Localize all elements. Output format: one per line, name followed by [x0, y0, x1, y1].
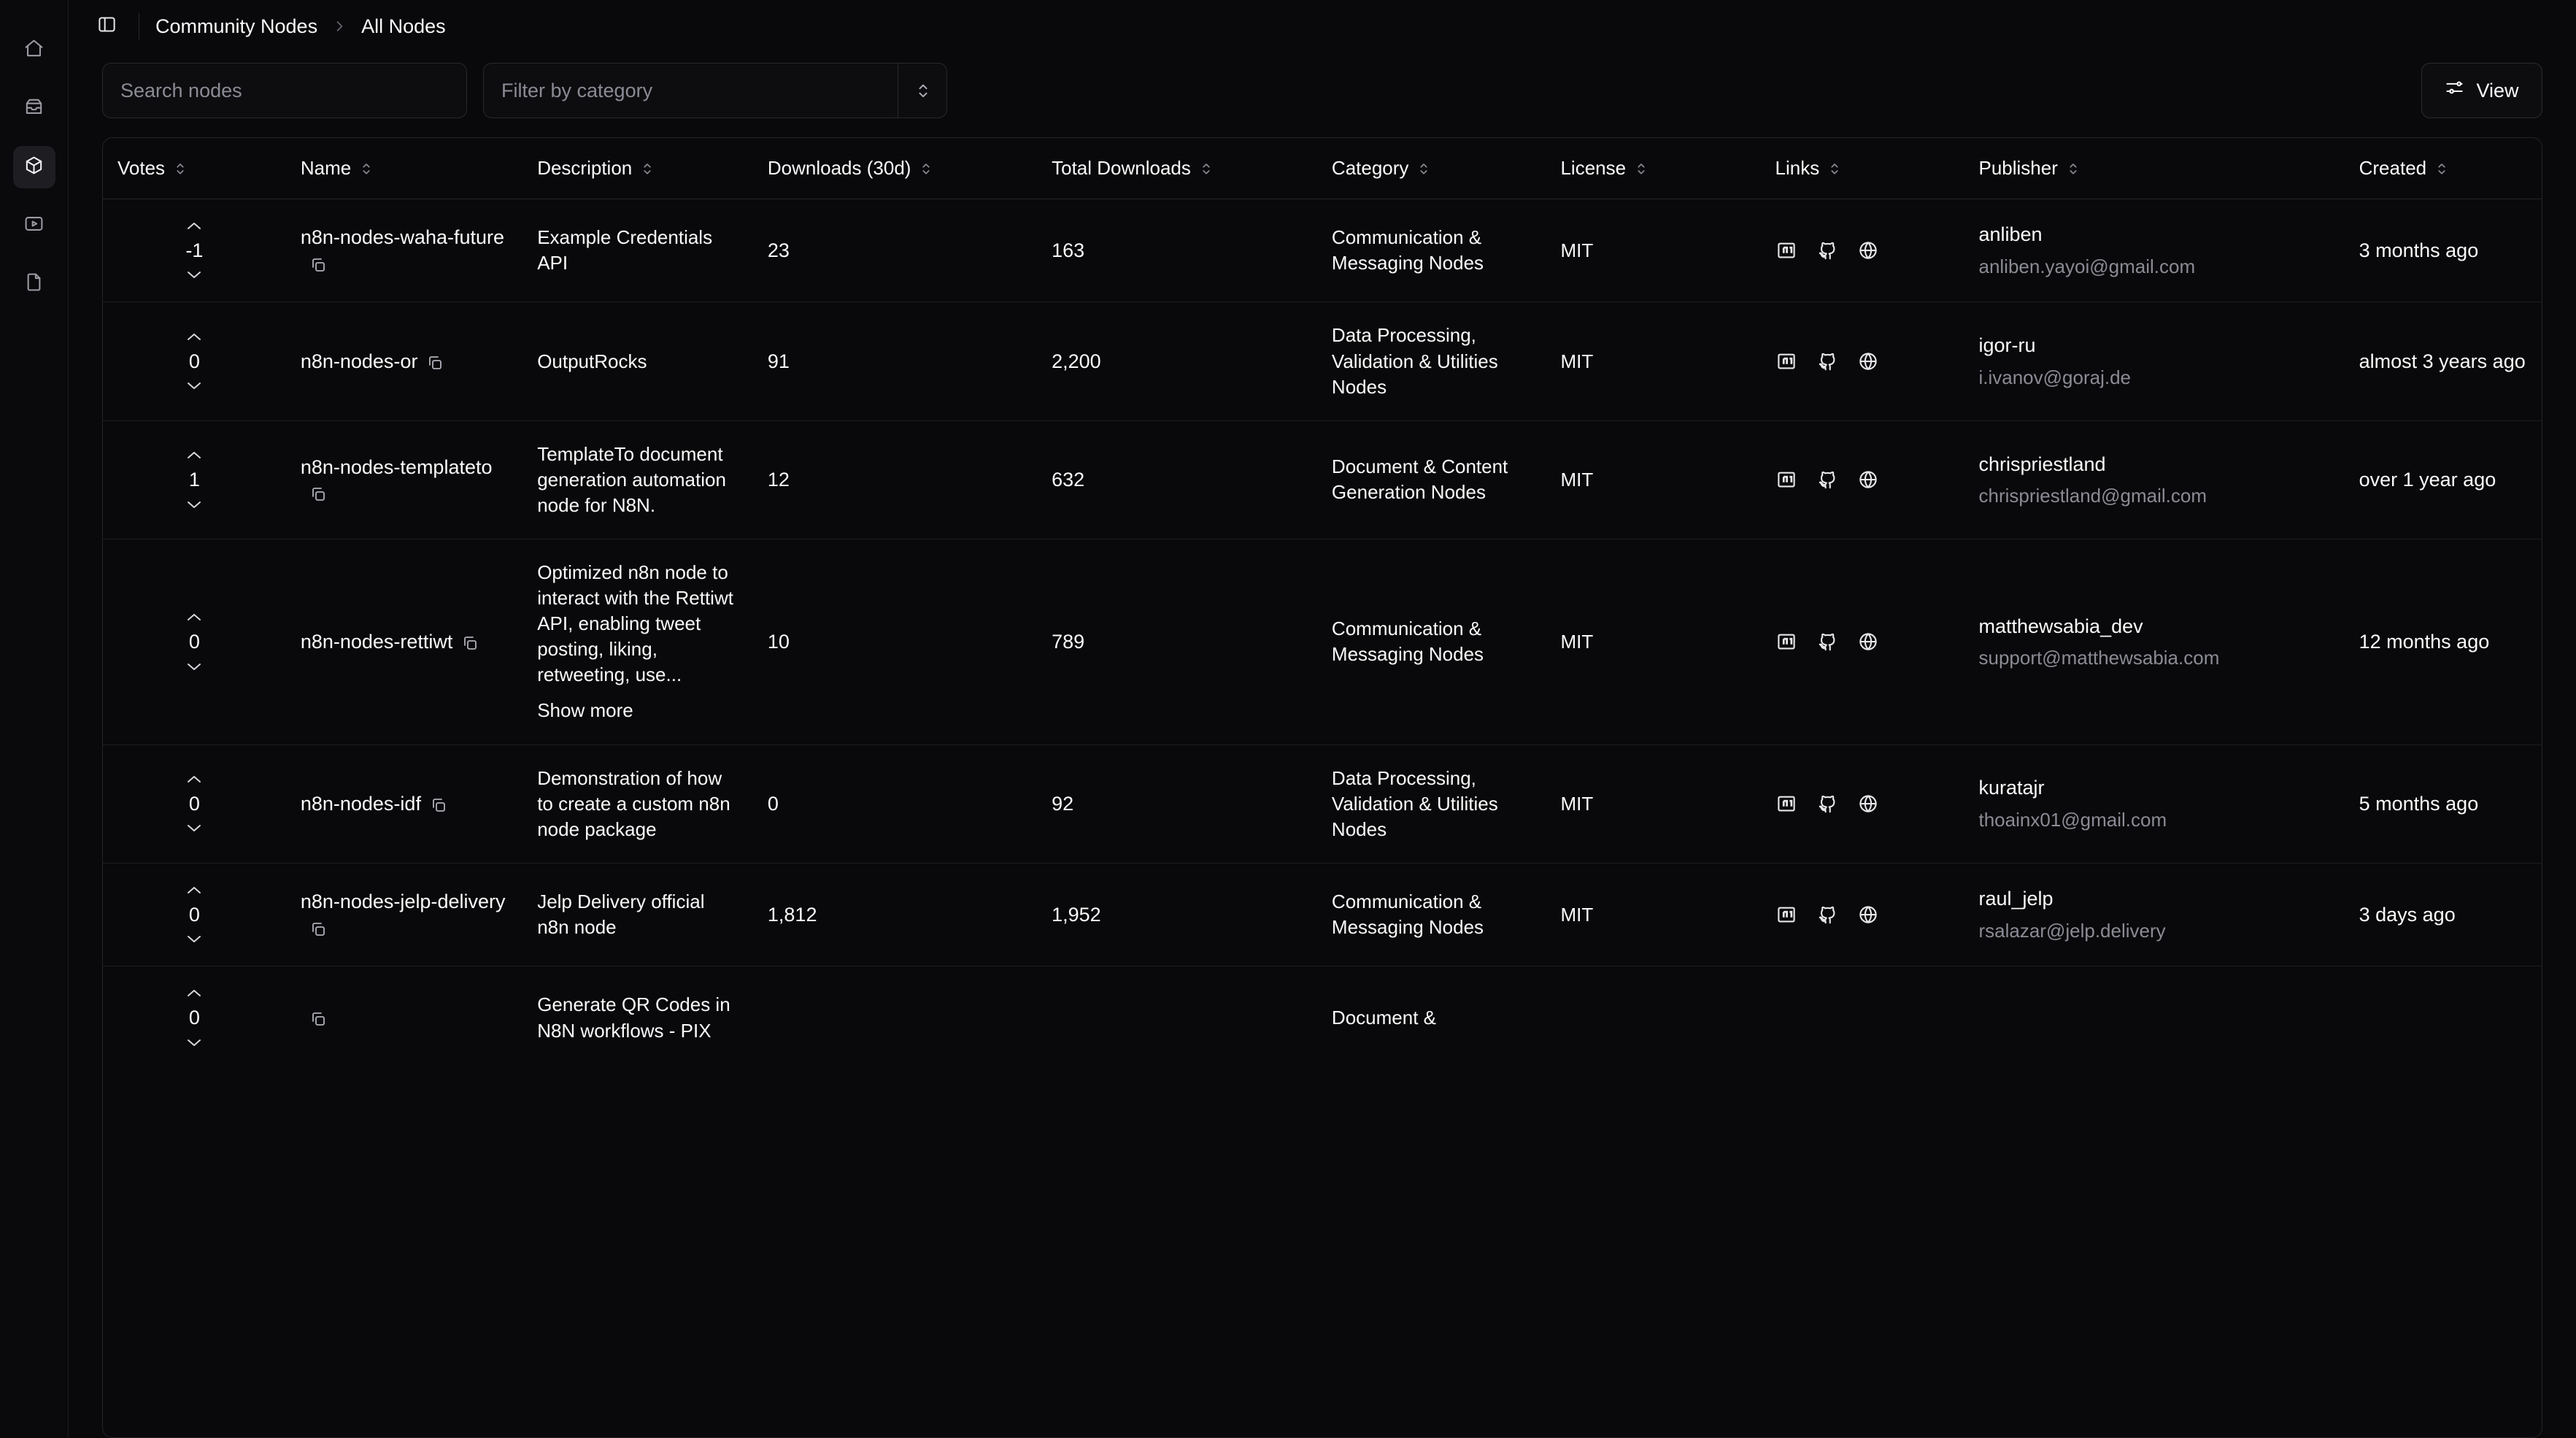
description-cell — [522, 966, 753, 1069]
upvote-button[interactable] — [185, 987, 204, 1000]
column-header-category[interactable] — [1317, 138, 1546, 199]
vote-count: 0 — [188, 631, 200, 653]
rail-item-home[interactable] — [13, 29, 55, 72]
table-row[interactable] — [103, 745, 2542, 863]
column-header-downloads-30d[interactable] — [753, 138, 1037, 199]
chevron-right-icon — [332, 19, 347, 34]
website-globe-icon[interactable] — [1857, 469, 1879, 491]
downvote-button[interactable] — [185, 379, 204, 392]
table-body — [103, 199, 2542, 1069]
vote-count: 1 — [188, 469, 200, 491]
sort-icon — [360, 158, 373, 179]
main-area — [69, 0, 2576, 1438]
total-downloads-cell: 1,952 — [1037, 863, 1317, 966]
chevron-up-down-icon — [898, 63, 947, 118]
npm-icon[interactable] — [1775, 904, 1797, 926]
links-cell — [1761, 966, 1964, 1069]
votes-cell — [103, 745, 286, 863]
column-header-description[interactable] — [522, 138, 753, 199]
table-row[interactable] — [103, 966, 2542, 1069]
category-cell: Communication & Messaging Nodes — [1317, 199, 1546, 302]
upvote-button[interactable] — [185, 220, 204, 233]
publisher-cell — [1964, 420, 2344, 539]
table-row[interactable] — [103, 420, 2542, 539]
npm-icon[interactable] — [1775, 631, 1797, 653]
column-header-votes[interactable] — [103, 138, 286, 199]
column-label: Description — [537, 157, 633, 179]
website-globe-icon[interactable] — [1857, 239, 1879, 261]
vote-count: 0 — [188, 903, 200, 926]
created-cell — [2345, 966, 2542, 1069]
downvote-button[interactable] — [185, 268, 204, 281]
github-icon[interactable] — [1816, 350, 1838, 372]
breadcrumb-item-all-nodes[interactable]: All Nodes — [361, 15, 446, 37]
publisher-cell — [1964, 966, 2344, 1069]
category-filter-value: Filter by category — [483, 63, 947, 118]
breadcrumb — [155, 15, 446, 38]
downvote-button[interactable] — [185, 660, 204, 673]
github-icon[interactable] — [1816, 793, 1838, 815]
website-globe-icon[interactable] — [1857, 793, 1879, 815]
downloads-30d-cell: 0 — [753, 745, 1037, 863]
node-name[interactable]: n8n-nodes-idf — [300, 792, 421, 815]
column-header-name[interactable] — [286, 138, 522, 199]
column-label: Created — [2359, 157, 2427, 179]
name-cell — [286, 745, 522, 863]
rail-item-nodes[interactable] — [13, 146, 55, 188]
publisher-cell — [1964, 539, 2344, 745]
publisher-email: support@matthewsabia.com — [1978, 646, 2220, 669]
publisher-name: igor-ru — [1978, 334, 2036, 357]
column-label: Links — [1775, 157, 1820, 179]
license-cell: MIT — [1546, 420, 1760, 539]
sort-icon — [2435, 158, 2448, 179]
publisher-cell — [1964, 863, 2344, 966]
downloads-30d-cell: 1,812 — [753, 863, 1037, 966]
sort-icon — [919, 158, 933, 179]
publisher-name: matthewsabia_dev — [1978, 615, 2143, 637]
created-cell: over 1 year ago — [2345, 420, 2542, 539]
name-cell — [286, 420, 522, 539]
node-name[interactable]: n8n-nodes-rettiwt — [300, 631, 453, 653]
description-text: Jelp Delivery official n8n node — [537, 890, 705, 939]
breadcrumb-item-community-nodes[interactable]: Community Nodes — [155, 15, 318, 37]
sidebar-toggle-button[interactable] — [90, 10, 123, 42]
total-downloads-cell: 2,200 — [1037, 302, 1317, 420]
home-icon — [23, 38, 45, 63]
rail-item-docs[interactable] — [13, 263, 55, 305]
description-cell — [522, 199, 753, 302]
description-text: TemplateTo document generation automation node for N8N. — [537, 442, 726, 516]
search-input[interactable] — [102, 63, 467, 118]
license-cell — [1546, 966, 1760, 1069]
npm-icon[interactable] — [1775, 239, 1797, 261]
column-header-total-downloads[interactable] — [1037, 138, 1317, 199]
column-label: Name — [300, 157, 352, 179]
sort-icon — [1635, 158, 1648, 179]
total-downloads-cell — [1037, 966, 1317, 1069]
downloads-30d-cell: 91 — [753, 302, 1037, 420]
publisher-email: rsalazar@jelp.delivery — [1978, 919, 2166, 942]
license-cell: MIT — [1546, 199, 1760, 302]
sliders-icon — [2445, 78, 2464, 103]
total-downloads-cell: 632 — [1037, 420, 1317, 539]
name-cell — [286, 966, 522, 1069]
description-cell — [522, 863, 753, 966]
publisher-email: i.ivanov@goraj.de — [1978, 366, 2131, 388]
publisher-name: chrispriestland — [1978, 453, 2106, 475]
upvote-button[interactable] — [185, 331, 204, 344]
sort-icon — [1417, 158, 1430, 179]
npm-icon[interactable] — [1775, 469, 1797, 491]
category-cell: Document & — [1331, 1006, 1436, 1028]
created-cell: 12 months ago — [2345, 539, 2542, 745]
description-cell — [522, 539, 753, 745]
publisher-cell — [1964, 302, 2344, 420]
links-cell — [1761, 539, 1964, 745]
description-text: Demonstration of how to create a custom n8n node package — [537, 766, 730, 840]
vote-count: -1 — [185, 239, 204, 261]
node-name[interactable]: n8n-nodes-waha-future — [300, 226, 505, 249]
column-label: Downloads (30d) — [767, 157, 911, 179]
created-cell: almost 3 years ago — [2345, 302, 2542, 420]
column-label: Category — [1331, 157, 1409, 179]
node-name[interactable]: n8n-nodes-or — [300, 350, 418, 372]
description-text: Generate QR Codes in N8N workflows - PIX — [537, 993, 730, 1042]
votes-cell — [103, 539, 286, 745]
sort-icon — [641, 158, 654, 179]
publisher-name: raul_jelp — [1978, 888, 2054, 910]
copy-icon[interactable] — [430, 796, 447, 814]
publisher-cell — [1964, 199, 2344, 302]
table-head — [103, 138, 2542, 199]
vote-count: 0 — [188, 350, 200, 372]
left-rail — [0, 0, 69, 1438]
inbox-icon — [23, 96, 45, 121]
website-globe-icon[interactable] — [1857, 631, 1879, 653]
description-text: OutputRocks — [537, 350, 647, 372]
description-text: Example Credentials API — [537, 226, 713, 274]
license-cell: MIT — [1546, 302, 1760, 420]
publisher-email: thoainx01@gmail.com — [1978, 808, 2167, 831]
sort-icon — [1828, 158, 1841, 179]
github-icon[interactable] — [1816, 904, 1838, 926]
table-header-row — [103, 138, 2542, 199]
publisher-cell — [1964, 745, 2344, 863]
downloads-30d-cell: 12 — [753, 420, 1037, 539]
votes-cell — [103, 199, 286, 302]
category-cell: Document & Content Generation Nodes — [1317, 420, 1546, 539]
copy-icon[interactable] — [309, 1010, 327, 1028]
website-globe-icon[interactable] — [1857, 350, 1879, 372]
column-label: Publisher — [1978, 157, 2058, 179]
created-cell: 3 days ago — [2345, 863, 2542, 966]
filters-toolbar — [69, 53, 2576, 137]
copy-icon[interactable] — [309, 485, 327, 503]
upvote-button[interactable] — [185, 773, 204, 786]
name-cell — [286, 863, 522, 966]
created-cell: 5 months ago — [2345, 745, 2542, 863]
links-cell — [1761, 745, 1964, 863]
license-cell: MIT — [1546, 863, 1760, 966]
npm-icon[interactable] — [1775, 350, 1797, 372]
links-cell — [1761, 420, 1964, 539]
column-header-created[interactable] — [2345, 138, 2542, 199]
downloads-30d-cell: 10 — [753, 539, 1037, 745]
votes-cell — [103, 863, 286, 966]
sort-icon — [1200, 158, 1213, 179]
publisher-name: anliben — [1978, 223, 2043, 246]
links-cell — [1761, 302, 1964, 420]
copy-icon[interactable] — [461, 634, 479, 652]
category-filter-select[interactable] — [483, 63, 947, 118]
downloads-30d-cell — [753, 966, 1037, 1069]
node-name[interactable]: n8n-nodes-jelp-delivery — [300, 891, 506, 913]
votes-cell — [103, 302, 286, 420]
column-header-links[interactable] — [1761, 138, 1964, 199]
name-cell — [286, 199, 522, 302]
column-header-license[interactable] — [1546, 138, 1760, 199]
github-icon[interactable] — [1816, 469, 1838, 491]
view-options-button[interactable] — [2421, 63, 2542, 118]
category-cell: Data Processing, Validation & Utilities Nodes — [1317, 745, 1546, 863]
node-name[interactable]: n8n-nodes-templateto — [300, 455, 493, 478]
column-label: License — [1560, 157, 1627, 179]
links-cell — [1761, 199, 1964, 302]
total-downloads-cell: 163 — [1037, 199, 1317, 302]
panel-left-icon — [97, 15, 117, 38]
view-button-label: View — [2476, 79, 2519, 101]
downvote-button[interactable] — [185, 932, 204, 945]
upvote-button[interactable] — [185, 884, 204, 897]
description-cell — [522, 420, 753, 539]
column-label: Votes — [117, 157, 166, 179]
description-cell — [522, 745, 753, 863]
package-icon — [23, 155, 45, 180]
copy-icon[interactable] — [426, 354, 444, 372]
table-row[interactable] — [103, 863, 2542, 966]
table-row[interactable] — [103, 539, 2542, 745]
column-label: Total Downloads — [1052, 157, 1191, 179]
vote-count: 0 — [188, 792, 200, 815]
downloads-30d-cell: 23 — [753, 199, 1037, 302]
website-globe-icon[interactable] — [1857, 904, 1879, 926]
license-cell: MIT — [1546, 745, 1760, 863]
votes-cell — [103, 966, 286, 1069]
links-cell — [1761, 863, 1964, 966]
license-cell: MIT — [1546, 539, 1760, 745]
downvote-button[interactable] — [185, 821, 204, 834]
file-icon — [23, 272, 45, 296]
publisher-email: chrispriestland@gmail.com — [1978, 485, 2207, 507]
name-cell — [286, 539, 522, 745]
rail-item-videos[interactable] — [13, 204, 55, 247]
name-cell — [286, 302, 522, 420]
created-cell: 3 months ago — [2345, 199, 2542, 302]
table-row[interactable] — [103, 199, 2542, 302]
rail-item-inbox[interactable] — [13, 88, 55, 130]
category-cell: Data Processing, Validation & Utilities Nodes — [1317, 302, 1546, 420]
downvote-button[interactable] — [185, 498, 204, 511]
description-text: Optimized n8n node to interact with the Rettiwt API, enabling tweet posting, liking, retweeting, use... — [537, 561, 733, 686]
github-icon[interactable] — [1816, 631, 1838, 653]
nodes-table-container — [102, 137, 2542, 1438]
sort-icon — [2067, 158, 2080, 179]
copy-icon[interactable] — [309, 920, 327, 938]
sort-icon — [174, 158, 187, 179]
github-icon[interactable] — [1816, 239, 1838, 261]
column-header-publisher[interactable] — [1964, 138, 2344, 199]
nodes-table — [103, 138, 2542, 1069]
vote-count: 0 — [188, 1007, 200, 1029]
publisher-name: kuratajr — [1978, 777, 2045, 799]
upvote-button[interactable] — [185, 611, 204, 624]
npm-icon[interactable] — [1775, 793, 1797, 815]
upvote-button[interactable] — [185, 449, 204, 462]
table-row[interactable] — [103, 302, 2542, 420]
top-bar — [69, 0, 2576, 53]
description-cell — [522, 302, 753, 420]
category-cell: Communication & Messaging Nodes — [1317, 863, 1546, 966]
total-downloads-cell: 789 — [1037, 539, 1317, 745]
votes-cell — [103, 420, 286, 539]
total-downloads-cell: 92 — [1037, 745, 1317, 863]
copy-icon[interactable] — [309, 256, 327, 274]
category-cell: Communication & Messaging Nodes — [1317, 539, 1546, 745]
video-icon — [23, 213, 45, 238]
show-more-link[interactable]: Show more — [537, 699, 633, 722]
publisher-email: anliben.yayoi@gmail.com — [1978, 255, 2196, 277]
downvote-button[interactable] — [185, 1036, 204, 1049]
